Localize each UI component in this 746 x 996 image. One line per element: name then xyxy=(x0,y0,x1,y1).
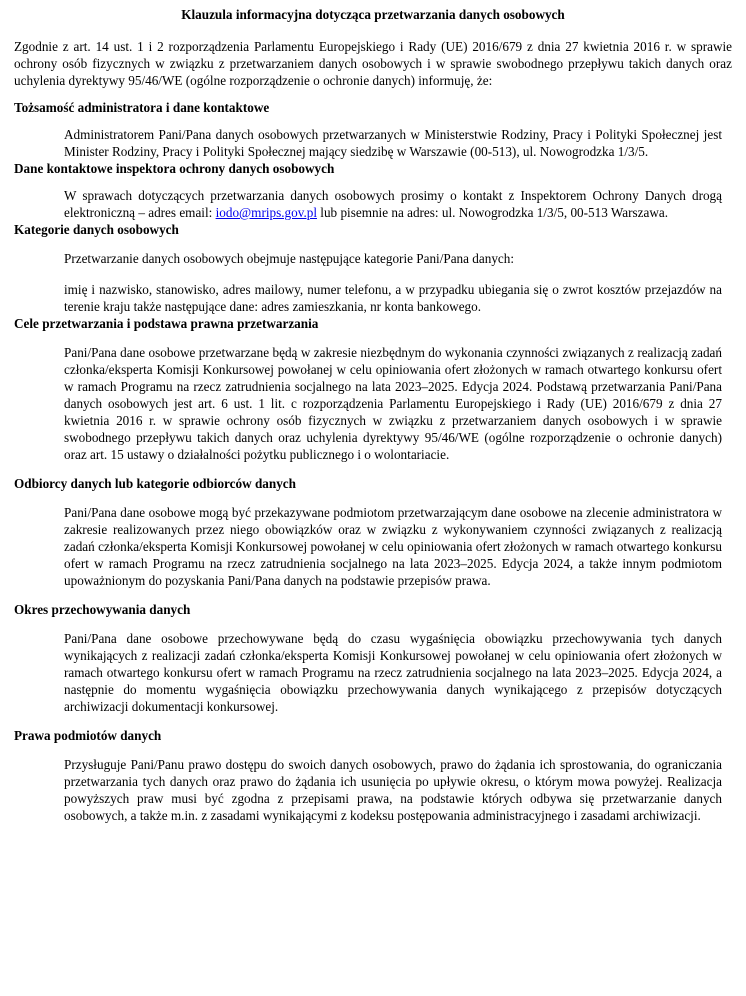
section-heading-data-categories: Kategorie danych osobowych xyxy=(14,222,179,237)
section-heading-recipients: Odbiorcy danych lub kategorie odbiorców danych xyxy=(14,476,296,491)
section-heading-dpo-contact: Dane kontaktowe inspektora ochrony danych osobowych xyxy=(14,161,335,176)
dpo-contact-paragraph xyxy=(14,187,732,221)
retention-paragraph: Pani/Pana dane osobowe przechowywane będą do czasu wygaśnięcia obowiązku przechowywania tych danych wynikających z realizacji zadań członka/eksperta Komisji Konkursowej powołanej w celu opiniowania ofert złożonych w ramach otwartego konkursu ofert w ramach Programu na rzecz zatrudnienia socjalnego na lata 2023–2025. Edycja 2024, a następnie do momentu wygaśnięcia obowiązku przechowywania danych wynikającego z przepisów dotyczących archiwizacji dokumentacji konkursowej. xyxy=(64,631,722,714)
administrator-paragraph: Administratorem Pani/Pana danych osobowych przetwarzanych w Ministerstwie Rodziny, Pracy i Polityki Społecznej jest Minister Rodziny, Pracy i Polityki Społecznej mający siedzibę w Warszawie (00-513), ul. Nowogrodzka 1/3/5. xyxy=(64,127,722,159)
section-heading-retention: Okres przechowywania danych xyxy=(14,602,191,617)
rights-paragraph: Przysługuje Pani/Panu prawo dostępu do swoich danych osobowych, prawo do żądania ich sprostowania, do ograniczania przetwarzania tych danych oraz prawo do żądania ich usunięcia po upływie okresu, o którym mowa powyżej. Realizacja powyższych praw musi być zgodna z przepisami prawa, na podstawie których odbywa się przetwarzanie danych osobowych, a także m.in. z zasadami wynikającymi z kodeksu postępowania administracyjnego i zasadami archiwizacji. xyxy=(64,757,722,823)
document-title: Klauzula informacyjna dotycząca przetwarzania danych osobowych xyxy=(181,7,565,22)
dpo-text-after-link: lub pisemnie na adres: ul. Nowogrodzka 1/3/5, 00-513 Warszawa. xyxy=(317,205,669,220)
intro-paragraph: Zgodnie z art. 14 ust. 1 i 2 rozporządzenia Parlamentu Europejskiego i Rady (UE) 2016/679 z dnia 27 kwietnia 2016 r. w sprawie ochrony osób fizycznych w związku z przetwarzaniem danych osobowych i w sprawie swobodnego przepływu takich danych oraz uchylenia dyrektywy 95/46/WE (ogólne rozporządzenie o ochronie danych) informuję, że: xyxy=(14,39,732,88)
data-categories-intro: Przetwarzanie danych osobowych obejmuje następujące kategorie Pani/Pana danych: xyxy=(64,251,515,266)
section-heading-purposes: Cele przetwarzania i podstawa prawna przetwarzania xyxy=(14,316,319,331)
dpo-email-link[interactable]: iodo@mrips.gov.pl xyxy=(215,205,317,220)
dpo-text-before-link: W sprawach dotyczących przetwarzania danych osobowych prosimy o kontakt z Inspektorem Ochrony Danych drogą elektroniczną – adres email: xyxy=(64,188,722,220)
data-categories-list: imię i nazwisko, stanowisko, adres mailowy, numer telefonu, a w przypadku ubiegania się o zwrot kosztów przejazdów na terenie kraju także następujące dane: adres zamieszkania, nr konta bankowego. xyxy=(64,282,722,314)
section-heading-rights: Prawa podmiotów danych xyxy=(14,728,162,743)
purposes-paragraph: Pani/Pana dane osobowe przetwarzane będą w zakresie niezbędnym do wykonania czynności związanych z realizacją zadań członka/eksperta Komisji Konkursowej powołanej w celu opiniowania ofert złożonych w ramach otwartego konkursu ofert w ramach Programu na rzecz zatrudnienia socjalnego na lata 2023–2025. Edycja 2024. Podstawą przetwarzania Pani/Pana danych osobowych jest art. 6 ust. 1 lit. c rozporządzenia Parlamentu Europejskiego i Rady (UE) 2016/679 z dnia 27 kwietnia 2016 r. w sprawie ochrony osób fizycznych w związku z przetwarzaniem danych osobowych i w sprawie swobodnego przepływu takich danych oraz uchylenia dyrektywy 95/46/WE (ogólne rozporządzenie o ochronie danych) oraz art. 15 ustawy o działalności pożytku publicznego i o wolontariacie. xyxy=(64,345,722,462)
recipients-paragraph: Pani/Pana dane osobowe mogą być przekazywane podmiotom przetwarzającym dane osobowe na zlecenie administratora w zakresie realizowanych przez niego obowiązków oraz w związku z wykonywaniem czynności związanych z realizacją zadań członka/eksperta Komisji Konkursowej powołanej w celu opiniowania ofert złożonych w ramach otwartego konkursu ofert w ramach Programu na rzecz zatrudnienia socjalnego na lata 2023–2025. Edycja 2024, a także innym podmiotom upoważnionym do pozyskania Pani/Pana danych na podstawie przepisów prawa. xyxy=(64,505,722,588)
section-heading-administrator: Tożsamość administratora i dane kontaktowe xyxy=(14,100,270,115)
